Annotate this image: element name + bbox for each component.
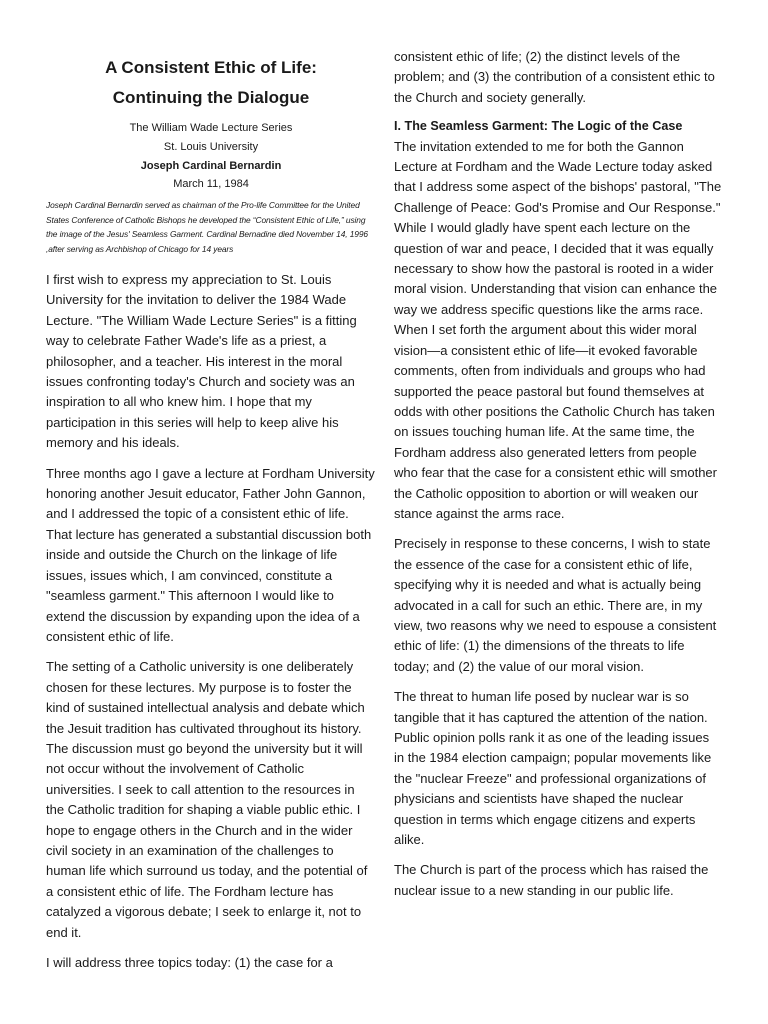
author-note: Joseph Cardinal Bernardin served as chairman of the Pro-life Committee for the United States Conference of Catholic Bishops he developed the “Consistent Ethic of Life,” using the image of the Jesus' Seamless Garment. Cardinal Bernadine died November 14, 1996 ,after serving as Archbishop of Chicago for 14 years [46, 200, 368, 254]
paragraph-invitation: The invitation extended to me for both the Gannon Lecture at Fordham and the Wade Lecture today asked that I address some aspect of the bishops' pastoral, "The Challenge of Peace: God's Promise and Our Response." While I would gladly have spent each lecture on the question of war and peace, I decided that it was equally necessary to show how the pastoral is rooted in a wider moral vision. Understanding that vision can enhance the way we address specific questions like the arms race. When I set forth the argument about this wider moral vision—a consistent ethic of life—it evoked favorable comments, often from individuals and groups who had supported the peace pastoral but found themselves at odds with other positions the Catholic Church has taken on issues touching human life. At the same time, the Fordham address also generated letters from people who fear that the case for a consistent ethic will smother the Catholic opposition to abortion or will weaken our stance against the arms race. [394, 138, 722, 521]
title-line-1: A Consistent Ethic of Life: [105, 58, 317, 77]
section-heading: I. The Seamless Garment: The Logic of the Case [394, 119, 683, 134]
right-column [394, 47, 722, 911]
author-name: Joseph Cardinal Bernardin [140, 160, 282, 172]
paragraph-appreciation: I first wish to express my appreciation to St. Louis University for the invitation to deliver the 1984 Wade Lecture. "The William Wade Lecture Series" is a fitting way to celebrate Father Wade's life as a priest, a philosopher, and a teacher. His interest in the moral issues confronting today's Church and society was an inspiration to all who knew him. I hope that my participation in this series will help to keep alive his memory and his ideals. [46, 272, 357, 451]
paragraph-topics-continued: consistent ethic of life; (2) the distinct levels of the problem; and (3) the contribution of a consistent ethic to the Church and society generally. [394, 49, 715, 105]
university-name: St. Louis University [163, 141, 259, 153]
paragraph-church-process: The Church is part of the process which has raised the nuclear issue to a new standing in our public life. [394, 862, 709, 898]
paragraph-concerns: Precisely in response to these concerns, I wish to state the essence of the case for a consistent ethic of life, specifying why it is needed and what is actually being advocated in a call for such an ethic. There are, in my view, two reasons why we need to espouse a consistent ethic of life: (1) the dimensions of the threats to life today; and (2) the value of our moral vision. [394, 536, 717, 674]
left-column [46, 0, 376, 983]
paragraph-topics: I will address three topics today: (1) the case for a [46, 955, 333, 970]
paragraph-nuclear-threat: The threat to human life posed by nuclear war is so tangible that it has captured the attention of the nation. Public opinion polls rank it as one of the leading issues in the 1984 election campaign; popular movements like the "nuclear Freeze" and professional organizations of physicians and scientists have shaped the nuclear question in terms which engage citizens and experts alike. [394, 689, 712, 848]
document-title [46, 53, 376, 113]
paragraph-setting: The setting of a Catholic university is one deliberately chosen for these lectures. My purpose is to foster the kind of sustained intellectual analysis and debate which the Jesuit tradition has cultivated throughout its history. The discussion must go beyond the university but it will not occur without the involvement of Catholic universities. I seek to call attention to the resources in the Catholic tradition for shaping a viable public ethic. I hope to engage others in the Church and in the wider civil society in an examination of the challenges to human life which surround us today, and the potential of a consistent ethic of life. The Fordham lecture has catalyzed a vigorous debate; I seek to enlarge it, not to end it. [46, 659, 368, 940]
title-line-2: Continuing the Dialogue [112, 88, 310, 107]
paragraph-fordham: Three months ago I gave a lecture at Fordham University honoring another Jesuit educator, Father John Gannon, and I addressed the topic of a consistent ethic of life. That lecture has generated a substantial discussion both inside and outside the Church on the linkage of life issues, issues which, I am convinced, constitute a "seamless garment." This afternoon I would like to extend the discussion by expanding upon the idea of a consistent ethic of life. [46, 465, 375, 644]
lecture-series: The William Wade Lecture Series [129, 122, 293, 134]
lecture-date: March 11, 1984 [173, 178, 249, 190]
